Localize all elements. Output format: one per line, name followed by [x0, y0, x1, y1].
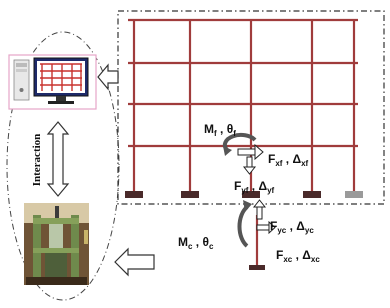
interaction-label: Interaction	[31, 133, 43, 187]
data-flow-arrow-left	[115, 249, 154, 275]
support-base	[181, 191, 199, 198]
support-base-removed	[345, 191, 363, 198]
frame-force-y-arrow	[244, 157, 255, 174]
column-force-y-arrow	[254, 200, 265, 219]
column-moment-label: $M_c$ , $\theta_c$	[178, 235, 214, 251]
steel-frame	[128, 20, 358, 192]
support-base	[125, 191, 143, 198]
frame-moment-label: $M_f$ , $\theta_f$	[204, 122, 236, 138]
interaction-double-arrow	[48, 122, 68, 196]
column-force-x-label: $F_{xc}$ , $\Delta_{xc}$	[276, 248, 320, 264]
lab-test-photo	[24, 203, 89, 285]
column-moment-arc	[239, 200, 252, 246]
column-substructure	[249, 215, 265, 270]
support-base	[303, 191, 321, 198]
frame-force-y-label: $F_{yf}$ , $\Delta_{yf}$	[234, 179, 275, 195]
frame-force-x-label: $F_{xf}$ , $\Delta_{xf}$	[268, 152, 309, 168]
column-force-y-label: $F_{yc}$ , $\Delta_{yc}$	[270, 219, 314, 235]
computer-panel	[9, 55, 96, 109]
